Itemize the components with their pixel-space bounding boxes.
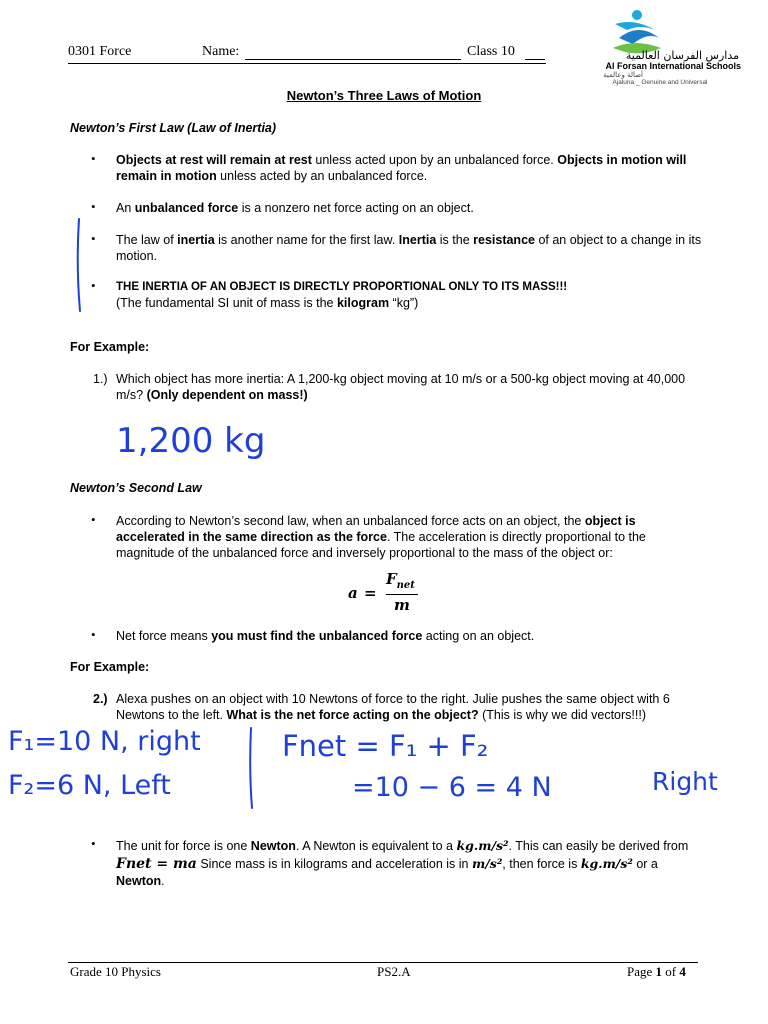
formula-numerator: $F_{net}$ (386, 570, 415, 591)
footer-course: Grade 10 Physics (70, 964, 161, 979)
svg-text:1,200 kg: 1,200 kg (116, 421, 266, 461)
fraction-bar (386, 594, 418, 595)
first-law-bullet-4: THE INERTIA OF AN OBJECT IS DIRECTLY PROPORTIONAL ONLY TO ITS MASS!!! (The fundamental SI unit of mass is the kilogram “kg”) (116, 279, 702, 311)
footer-standard: PS2.A (377, 964, 411, 979)
page-title: Newton’s Three Laws of Motion (286, 88, 482, 103)
footer-page-number: Page 1 of 4 (627, 964, 686, 979)
example-1-label: For Example: (70, 340, 150, 354)
example-2-question: Alexa pushes on an object with 10 Newtons of force to the right. Julie pushes the same object with 6 Newtons to the left. What is the net force acting on the object? (This is why we did vectors!!!) (116, 692, 670, 722)
svg-text:=10 − 6 = 4 N: =10 − 6 = 4 N (352, 772, 552, 803)
handwritten-divider (250, 728, 252, 808)
bullet-dot: • (91, 199, 96, 214)
example-1-question: Which object has more inertia: A 1,200-kg object moving at 10 m/s or a 500-kg object moving at 40,000 m/s? (Only dependent on mass!) (116, 372, 686, 402)
second-law-bullet-2: Net force means you must find the unbalanced force acting on an object. (116, 629, 535, 643)
second-law-bullet-1: According to Newton’s second law, when an unbalanced force acts on an object, the object is accelerated in the same direction as the force. The acceleration is directly proportional to the magnitude of the unbalanced force and inversely proportional to the mass of the object or: (116, 514, 646, 560)
newton-second-law-formula: a = $F_{net}$ m (348, 570, 428, 618)
si-unit-note: (The fundamental SI unit of mass is the kilogram “kg”) (116, 296, 419, 310)
school-name: Al Forsan International Schools (605, 61, 741, 71)
class-blank-line (525, 59, 545, 60)
unit-bullet: The unit for force is one Newton. A Newton is equivalent to a kg.m/s². This can easily be derived from Fnet = ma Since mass is in kilograms and acceleration is in m/s², then force is kg.m/s² or a Newton. (116, 838, 689, 888)
bullet-dot: • (91, 512, 96, 527)
header-rule (68, 63, 546, 64)
svg-text:Fnet = F₁ + F₂: Fnet = F₁ + F₂ (282, 729, 489, 763)
footer-rule (68, 962, 698, 963)
header-name-label: Name: (202, 44, 240, 59)
school-arabic-name: مدارس الفرسان العالمية (625, 49, 739, 62)
header-class-label: Class 10 (467, 44, 515, 59)
svg-text:Right: Right (652, 767, 718, 796)
school-tagline: Ajaluna _ Genuine and Universal (612, 79, 708, 86)
handwritten-answer-1 (110, 414, 310, 474)
handwritten-solution-2 (0, 720, 768, 810)
bullet-dot: • (91, 836, 96, 851)
example-1-number: 1.) (93, 372, 108, 386)
first-law-bullet-1: Objects at rest will remain at rest unless acted upon by an unbalanced force. Objects in motion will remain in motion unless acted by an unbalanced force. (116, 153, 687, 183)
first-law-bullet-3: The law of inertia is another name for the first law. Inertia is the resistance of an object to a change in its motion. (116, 233, 702, 263)
school-arabic-tagline: أصالة وعالمية (603, 71, 643, 79)
bullet-dot: • (91, 151, 96, 166)
example-2-number: 2.) (93, 692, 108, 706)
bullet-dot: • (91, 278, 96, 293)
bullet-dot: • (91, 627, 96, 642)
svg-text:F₁=10 N, right: F₁=10 N, right (8, 726, 201, 757)
svg-text:F₂=6 N, Left: F₂=6 N, Left (8, 770, 171, 801)
second-law-heading: Newton’s Second Law (70, 481, 202, 495)
bullet-dot: • (91, 231, 96, 246)
school-logo (555, 8, 745, 88)
name-blank-line (245, 59, 461, 60)
handwritten-margin-bracket (70, 215, 86, 315)
first-law-bullet-2: An unbalanced force is a nonzero net force acting on an object. (116, 201, 474, 215)
header-course: 0301 Force (68, 44, 132, 59)
first-law-heading: Newton’s First Law (Law of Inertia) (70, 121, 277, 135)
example-2-label: For Example: (70, 660, 150, 674)
